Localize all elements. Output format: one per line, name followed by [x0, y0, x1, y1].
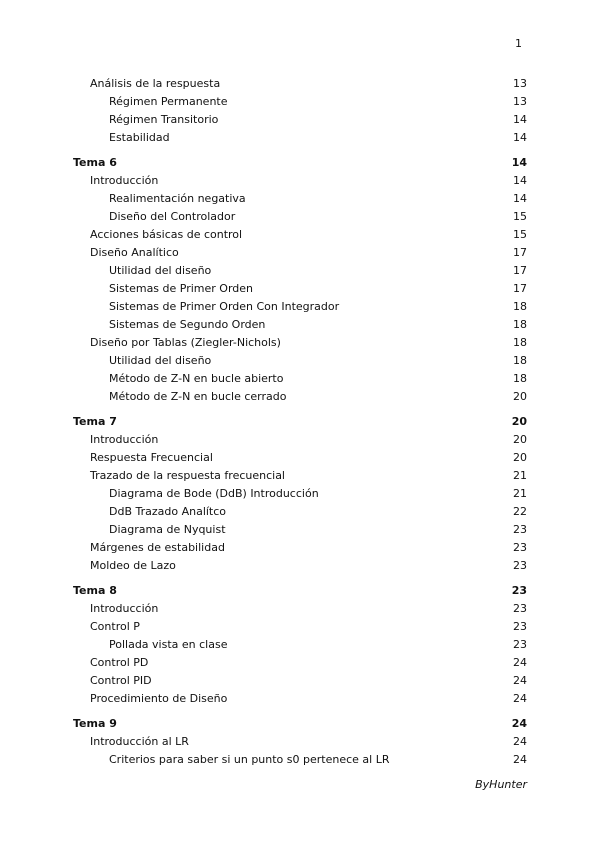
toc-entry-row[interactable]: [0, 600, 600, 618]
toc-entry-page: 23: [513, 541, 527, 554]
toc-entry-page: 23: [513, 523, 527, 536]
toc-entry-page: 20: [511, 415, 527, 428]
toc-entry-title: Trazado de la respuesta frecuencial: [90, 469, 285, 482]
toc-entry-page: 15: [513, 228, 527, 241]
toc-entry-page: 14: [511, 156, 527, 169]
toc-entry-row[interactable]: [0, 262, 600, 280]
toc-entry-title: Diseño por Tablas (Ziegler-Nichols): [90, 336, 281, 349]
toc-entry-title: Sistemas de Primer Orden: [109, 282, 254, 295]
toc-entry-page: 24: [513, 656, 527, 669]
toc-entry-page: 23: [513, 638, 527, 651]
toc-entry-title: Introducción: [90, 174, 159, 187]
toc-entry-page: 14: [513, 131, 527, 144]
toc-entry-page: 20: [513, 390, 527, 403]
footer-author: ByHunter: [475, 778, 527, 791]
toc-entry-row[interactable]: [0, 244, 600, 262]
toc-entry-row[interactable]: [0, 190, 600, 208]
toc-entry-row[interactable]: [0, 636, 600, 654]
toc-entry-title: Control P: [90, 620, 140, 633]
toc-entry-title: Diseño del Controlador: [109, 210, 236, 223]
toc-entry-title: Método de Z-N en bucle abierto: [109, 372, 284, 385]
toc-entry-row[interactable]: [0, 208, 600, 226]
toc-entry-title: Control PD: [90, 656, 149, 669]
toc-entry-page: 14: [513, 192, 527, 205]
toc-entry-page: 21: [513, 469, 527, 482]
toc-entry-row[interactable]: [0, 75, 600, 93]
toc-chapter-row[interactable]: [0, 715, 600, 733]
toc-entry-row[interactable]: [0, 467, 600, 485]
toc-entry-row[interactable]: [0, 129, 600, 147]
toc-entry-page: 24: [513, 692, 527, 705]
toc-entry-row[interactable]: [0, 618, 600, 636]
toc-entry-page: 24: [513, 674, 527, 687]
toc-entry-title: DdB Trazado Analítco: [109, 505, 227, 518]
toc-entry-row[interactable]: [0, 521, 600, 539]
toc-entry-page: 17: [513, 282, 527, 295]
toc-entry-title: Régimen Transitorio: [109, 113, 219, 126]
toc-entry-page: 18: [513, 300, 527, 313]
toc-entry-row[interactable]: [0, 672, 600, 690]
toc-entry-page: 15: [513, 210, 527, 223]
toc-entry-row[interactable]: [0, 485, 600, 503]
toc-entry-title: Márgenes de estabilidad: [90, 541, 225, 554]
toc-entry-page: 18: [513, 354, 527, 367]
toc-entry-title: Sistemas de Segundo Orden: [109, 318, 266, 331]
toc-entry-title: Diseño Analítico: [90, 246, 179, 259]
toc-entry-page: 17: [513, 246, 527, 259]
toc-entry-page: 13: [513, 95, 527, 108]
toc-entry-row[interactable]: [0, 733, 600, 751]
toc-entry-page: 23: [513, 559, 527, 572]
toc-entry-page: 24: [513, 753, 527, 766]
toc-chapter-row[interactable]: [0, 154, 600, 172]
toc-entry-page: 20: [513, 433, 527, 446]
page-number: 1: [515, 37, 522, 50]
toc-entry-row[interactable]: [0, 751, 600, 769]
toc-entry-page: 21: [513, 487, 527, 500]
toc-entry-page: 14: [513, 113, 527, 126]
toc-entry-page: 17: [513, 264, 527, 277]
toc-entry-row[interactable]: [0, 654, 600, 672]
toc-entry-title: Análisis de la respuesta: [90, 77, 221, 90]
toc-entry-page: 20: [513, 451, 527, 464]
toc-entry-row[interactable]: [0, 431, 600, 449]
toc-entry-title: Respuesta Frecuencial: [90, 451, 213, 464]
toc-entry-title: Diagrama de Nyquist: [109, 523, 226, 536]
toc-entry-row[interactable]: [0, 539, 600, 557]
toc-entry-row[interactable]: [0, 226, 600, 244]
toc-chapter-row[interactable]: [0, 413, 600, 431]
toc-entry-title: Estabilidad: [109, 131, 170, 144]
toc-entry-row[interactable]: [0, 449, 600, 467]
toc-entry-title: Utilidad del diseño: [109, 354, 212, 367]
toc-entry-title: Introducción al LR: [90, 735, 189, 748]
toc-entry-page: 23: [511, 584, 527, 597]
table-of-contents: [0, 75, 600, 769]
toc-entry-row[interactable]: [0, 334, 600, 352]
toc-entry-row[interactable]: [0, 352, 600, 370]
toc-entry-page: 22: [513, 505, 527, 518]
toc-entry-title: Tema 9: [73, 717, 117, 730]
toc-entry-title: Diagrama de Bode (DdB) Introducción: [109, 487, 319, 500]
toc-entry-title: Moldeo de Lazo: [90, 559, 176, 572]
toc-entry-page: 23: [513, 620, 527, 633]
toc-entry-page: 24: [511, 717, 527, 730]
toc-entry-title: Criterios para saber si un punto s0 pertenece al LR: [109, 753, 390, 766]
toc-entry-row[interactable]: [0, 557, 600, 575]
toc-entry-title: Realimentación negativa: [109, 192, 246, 205]
toc-entry-page: 18: [513, 318, 527, 331]
toc-entry-page: 18: [513, 372, 527, 385]
toc-entry-title: Sistemas de Primer Orden Con Integrador: [109, 300, 340, 313]
toc-entry-row[interactable]: [0, 690, 600, 708]
toc-entry-page: 23: [513, 602, 527, 615]
toc-entry-title: Tema 7: [73, 415, 117, 428]
toc-entry-title: Pollada vista en clase: [109, 638, 228, 651]
toc-entry-title: Introducción: [90, 433, 159, 446]
toc-entry-page: 14: [513, 174, 527, 187]
toc-entry-title: Tema 8: [73, 584, 117, 597]
toc-entry-row[interactable]: [0, 111, 600, 129]
toc-entry-title: Tema 6: [73, 156, 117, 169]
toc-entry-page: 18: [513, 336, 527, 349]
toc-entry-row[interactable]: [0, 503, 600, 521]
toc-entry-title: Control PID: [90, 674, 152, 687]
toc-entry-page: 24: [513, 735, 527, 748]
toc-chapter-row[interactable]: [0, 582, 600, 600]
toc-entry-title: Método de Z-N en bucle cerrado: [109, 390, 287, 403]
toc-entry-row[interactable]: [0, 388, 600, 406]
toc-entry-row[interactable]: [0, 93, 600, 111]
toc-entry-title: Procedimiento de Diseño: [90, 692, 228, 705]
toc-entry-row[interactable]: [0, 298, 600, 316]
toc-entry-title: Introducción: [90, 602, 159, 615]
toc-entry-row[interactable]: [0, 280, 600, 298]
toc-entry-row[interactable]: [0, 316, 600, 334]
toc-entry-row[interactable]: [0, 370, 600, 388]
toc-entry-title: Régimen Permanente: [109, 95, 228, 108]
toc-entry-title: Utilidad del diseño: [109, 264, 212, 277]
toc-entry-title: Acciones básicas de control: [90, 228, 243, 241]
toc-entry-row[interactable]: [0, 172, 600, 190]
toc-entry-page: 13: [513, 77, 527, 90]
